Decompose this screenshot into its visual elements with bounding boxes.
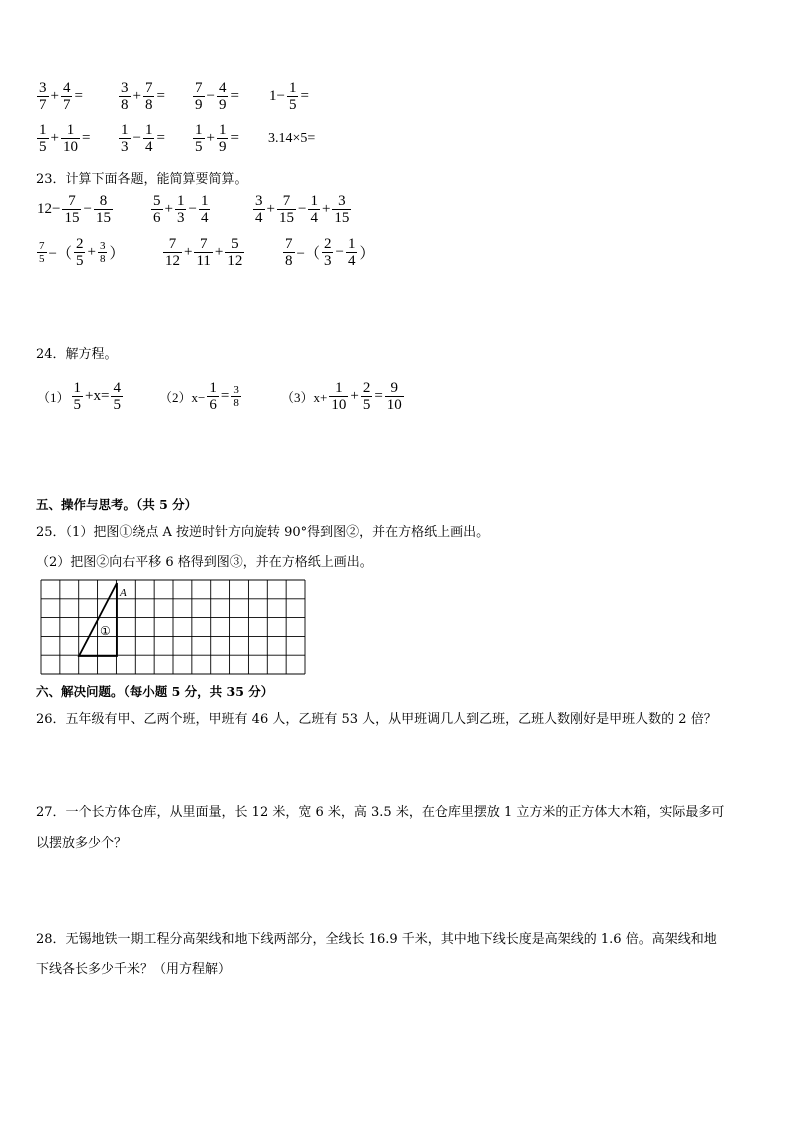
denominator: 5 — [73, 397, 82, 413]
equals: = — [230, 88, 239, 104]
numerator: 7 — [144, 80, 153, 96]
denominator: 8 — [285, 253, 293, 269]
q28-line-2: 下线各长多少千米？（用方程解） — [36, 962, 232, 977]
operator: −（ — [296, 246, 320, 262]
operator: − — [83, 201, 92, 217]
numerator: 2 — [362, 380, 371, 396]
denominator: 4 — [200, 210, 209, 226]
numerator: 7 — [163, 236, 182, 253]
operator: + — [206, 130, 215, 146]
denominator: 3 — [121, 139, 129, 155]
numerator: 1 — [176, 193, 185, 209]
expr-1-4 — [268, 80, 310, 113]
q23-expr-6 — [282, 236, 375, 269]
q25-line-1: 25．（1）把图①绕点 A 按逆时针方向旋转 90°得到图②，并在方格纸上画出。 — [36, 525, 490, 540]
numerator: 3 — [121, 80, 129, 96]
denominator: 5 — [195, 139, 203, 155]
q28-line-1: 28．无锡地铁一期工程分高架线和地下线两部分，全线长 16.9 千米，其中地下线长度是高架线的 1.6 倍。高架线和地 — [36, 932, 717, 947]
denominator: 3 — [323, 253, 332, 269]
numerator: 1 — [73, 380, 82, 396]
operator: 1− — [269, 88, 285, 104]
numerator: 9 — [385, 380, 404, 397]
expr-1-1 — [36, 80, 84, 113]
denominator: 7 — [62, 97, 71, 113]
denominator: 5 — [362, 397, 371, 413]
operator: + — [50, 130, 59, 146]
q23-expr-1 — [36, 193, 114, 226]
denominator: 4 — [144, 139, 153, 155]
q26-text: 26．五年级有甲、乙两个班，甲班有 46 人，乙班有 53 人，从甲班调几人到乙班，乙班人数刚好是甲班人数的 2 倍？ — [36, 712, 717, 727]
equals: = — [300, 88, 309, 104]
operator: − — [132, 130, 141, 146]
numerator: 1 — [209, 380, 217, 396]
denominator: 12 — [165, 253, 180, 269]
q23-label: 23．计算下面各题，能简算要简算。 — [36, 172, 248, 187]
numerator: 7 — [195, 80, 203, 96]
numerator: 1 — [310, 193, 318, 209]
numerator: 1 — [144, 122, 153, 138]
grid-paper — [40, 579, 308, 681]
operator: − — [335, 244, 344, 260]
expr-2-2 — [118, 122, 166, 155]
denominator: 10 — [62, 139, 78, 155]
numerator: 1 — [195, 122, 203, 138]
denominator: 5 — [113, 397, 121, 413]
denominator: 6 — [209, 397, 217, 413]
operator: − — [297, 201, 307, 217]
numerator: 1 — [61, 122, 80, 139]
denominator: 4 — [310, 210, 318, 226]
numerator: 7 — [194, 236, 212, 253]
equals: = — [156, 88, 165, 104]
denominator: 8 — [233, 397, 239, 409]
numerator: 7 — [39, 240, 45, 252]
denominator: 9 — [195, 97, 203, 113]
q24-label: 24．解方程。 — [36, 347, 118, 362]
numerator: 1 — [200, 193, 209, 209]
denominator: 8 — [99, 253, 106, 265]
numerator: 1 — [218, 122, 227, 138]
numerator: 4 — [218, 80, 227, 96]
expr-1-3 — [192, 80, 240, 113]
denominator: 7 — [39, 97, 47, 113]
denominator: 9 — [218, 139, 227, 155]
item-number: （1） — [37, 390, 70, 405]
denominator: 8 — [121, 97, 129, 113]
section-5-title: 五、操作与思考。（共 5 分） — [36, 497, 198, 512]
numerator: 7 — [285, 236, 293, 252]
numerator: 1 — [288, 80, 297, 96]
denominator: 5 — [39, 139, 47, 155]
denominator: 9 — [218, 97, 227, 113]
operator: + — [164, 201, 173, 217]
numerator: 7 — [277, 193, 296, 210]
operator: −（ — [48, 246, 72, 262]
point-a-label: A — [120, 587, 127, 599]
denominator: 5 — [39, 253, 45, 265]
denominator: 3 — [176, 210, 185, 226]
operator: +x= — [85, 388, 110, 404]
q24-eq-1 — [36, 380, 124, 413]
operator: + — [266, 201, 275, 217]
operator: ） — [359, 246, 375, 262]
numerator: 2 — [323, 236, 332, 252]
q23-expr-4 — [36, 236, 125, 269]
denominator: 15 — [64, 210, 80, 226]
expr-2-4: 3.14×5= — [268, 131, 316, 146]
q24-eq-3 — [280, 380, 405, 413]
q25-line-2: （2）把图②向右平移 6 格得到图③，并在方格纸上画出。 — [36, 555, 373, 570]
operator: + — [87, 244, 96, 260]
denominator: 4 — [347, 253, 356, 269]
numerator: 5 — [225, 236, 244, 253]
operator: + — [350, 388, 359, 404]
denominator: 10 — [331, 397, 347, 413]
denominator: 5 — [288, 97, 297, 113]
numerator: 4 — [62, 80, 71, 96]
expr-2-3 — [192, 122, 240, 155]
expr-1-2 — [118, 80, 166, 113]
denominator: 11 — [196, 253, 211, 269]
grid-svg — [40, 579, 308, 677]
q27-line-2: 以摆放多少个？ — [36, 836, 128, 851]
operator: ） — [109, 246, 125, 262]
operator: + — [214, 244, 224, 260]
numerator: 7 — [62, 193, 81, 210]
operator: + — [184, 244, 193, 260]
denominator: 15 — [278, 210, 294, 226]
numerator: 3 — [99, 240, 106, 252]
operator: + — [132, 88, 141, 104]
item-number: （2）x− — [159, 390, 206, 405]
numerator: 4 — [113, 380, 121, 396]
oral-calc-row-1 — [36, 80, 84, 113]
shape-1-label: ① — [100, 624, 111, 638]
section-6-title: 六、解决问题。（每小题 5 分，共 35 分） — [36, 684, 274, 699]
operator: − — [206, 88, 215, 104]
denominator: 15 — [334, 210, 350, 226]
operator: = — [374, 388, 383, 404]
numerator: 2 — [75, 236, 84, 252]
numerator: 1 — [121, 122, 129, 138]
expr-2-1 — [36, 122, 91, 155]
operator: + — [50, 88, 59, 104]
q23-expr-2 — [150, 193, 211, 226]
numerator: 3 — [255, 193, 263, 209]
numerator: 8 — [94, 193, 113, 210]
denominator: 10 — [386, 397, 402, 413]
numerator: 3 — [233, 384, 239, 396]
equals: = — [156, 130, 165, 146]
numerator: 3 — [332, 193, 351, 210]
operator: + — [321, 201, 331, 217]
denominator: 8 — [144, 97, 153, 113]
q24-eq-2 — [158, 380, 242, 413]
denominator: 6 — [153, 210, 161, 226]
denominator: 15 — [95, 210, 111, 226]
equals: = — [230, 130, 239, 146]
operator: − — [188, 201, 197, 217]
equals: = — [74, 88, 83, 104]
numerator: 1 — [329, 380, 348, 397]
numerator: 1 — [39, 122, 47, 138]
denominator: 5 — [75, 253, 84, 269]
numerator: 3 — [39, 80, 47, 96]
operator: = — [220, 388, 230, 404]
q23-expr-3 — [252, 193, 352, 226]
q27-line-1: 27．一个长方体仓库，从里面量，长 12 米，宽 6 米，高 3.5 米，在仓库里摆放 1 立方米的正方体大木箱，实际最多可 — [36, 805, 725, 820]
grid-lines — [41, 580, 305, 674]
numerator: 5 — [153, 193, 161, 209]
denominator: 4 — [255, 210, 263, 226]
numerator: 1 — [347, 236, 356, 252]
operator: 12− — [37, 201, 61, 217]
denominator: 12 — [227, 253, 243, 269]
item-number: （3）x+ — [281, 390, 328, 405]
q23-expr-5 — [162, 236, 245, 269]
equals: = — [81, 130, 91, 146]
